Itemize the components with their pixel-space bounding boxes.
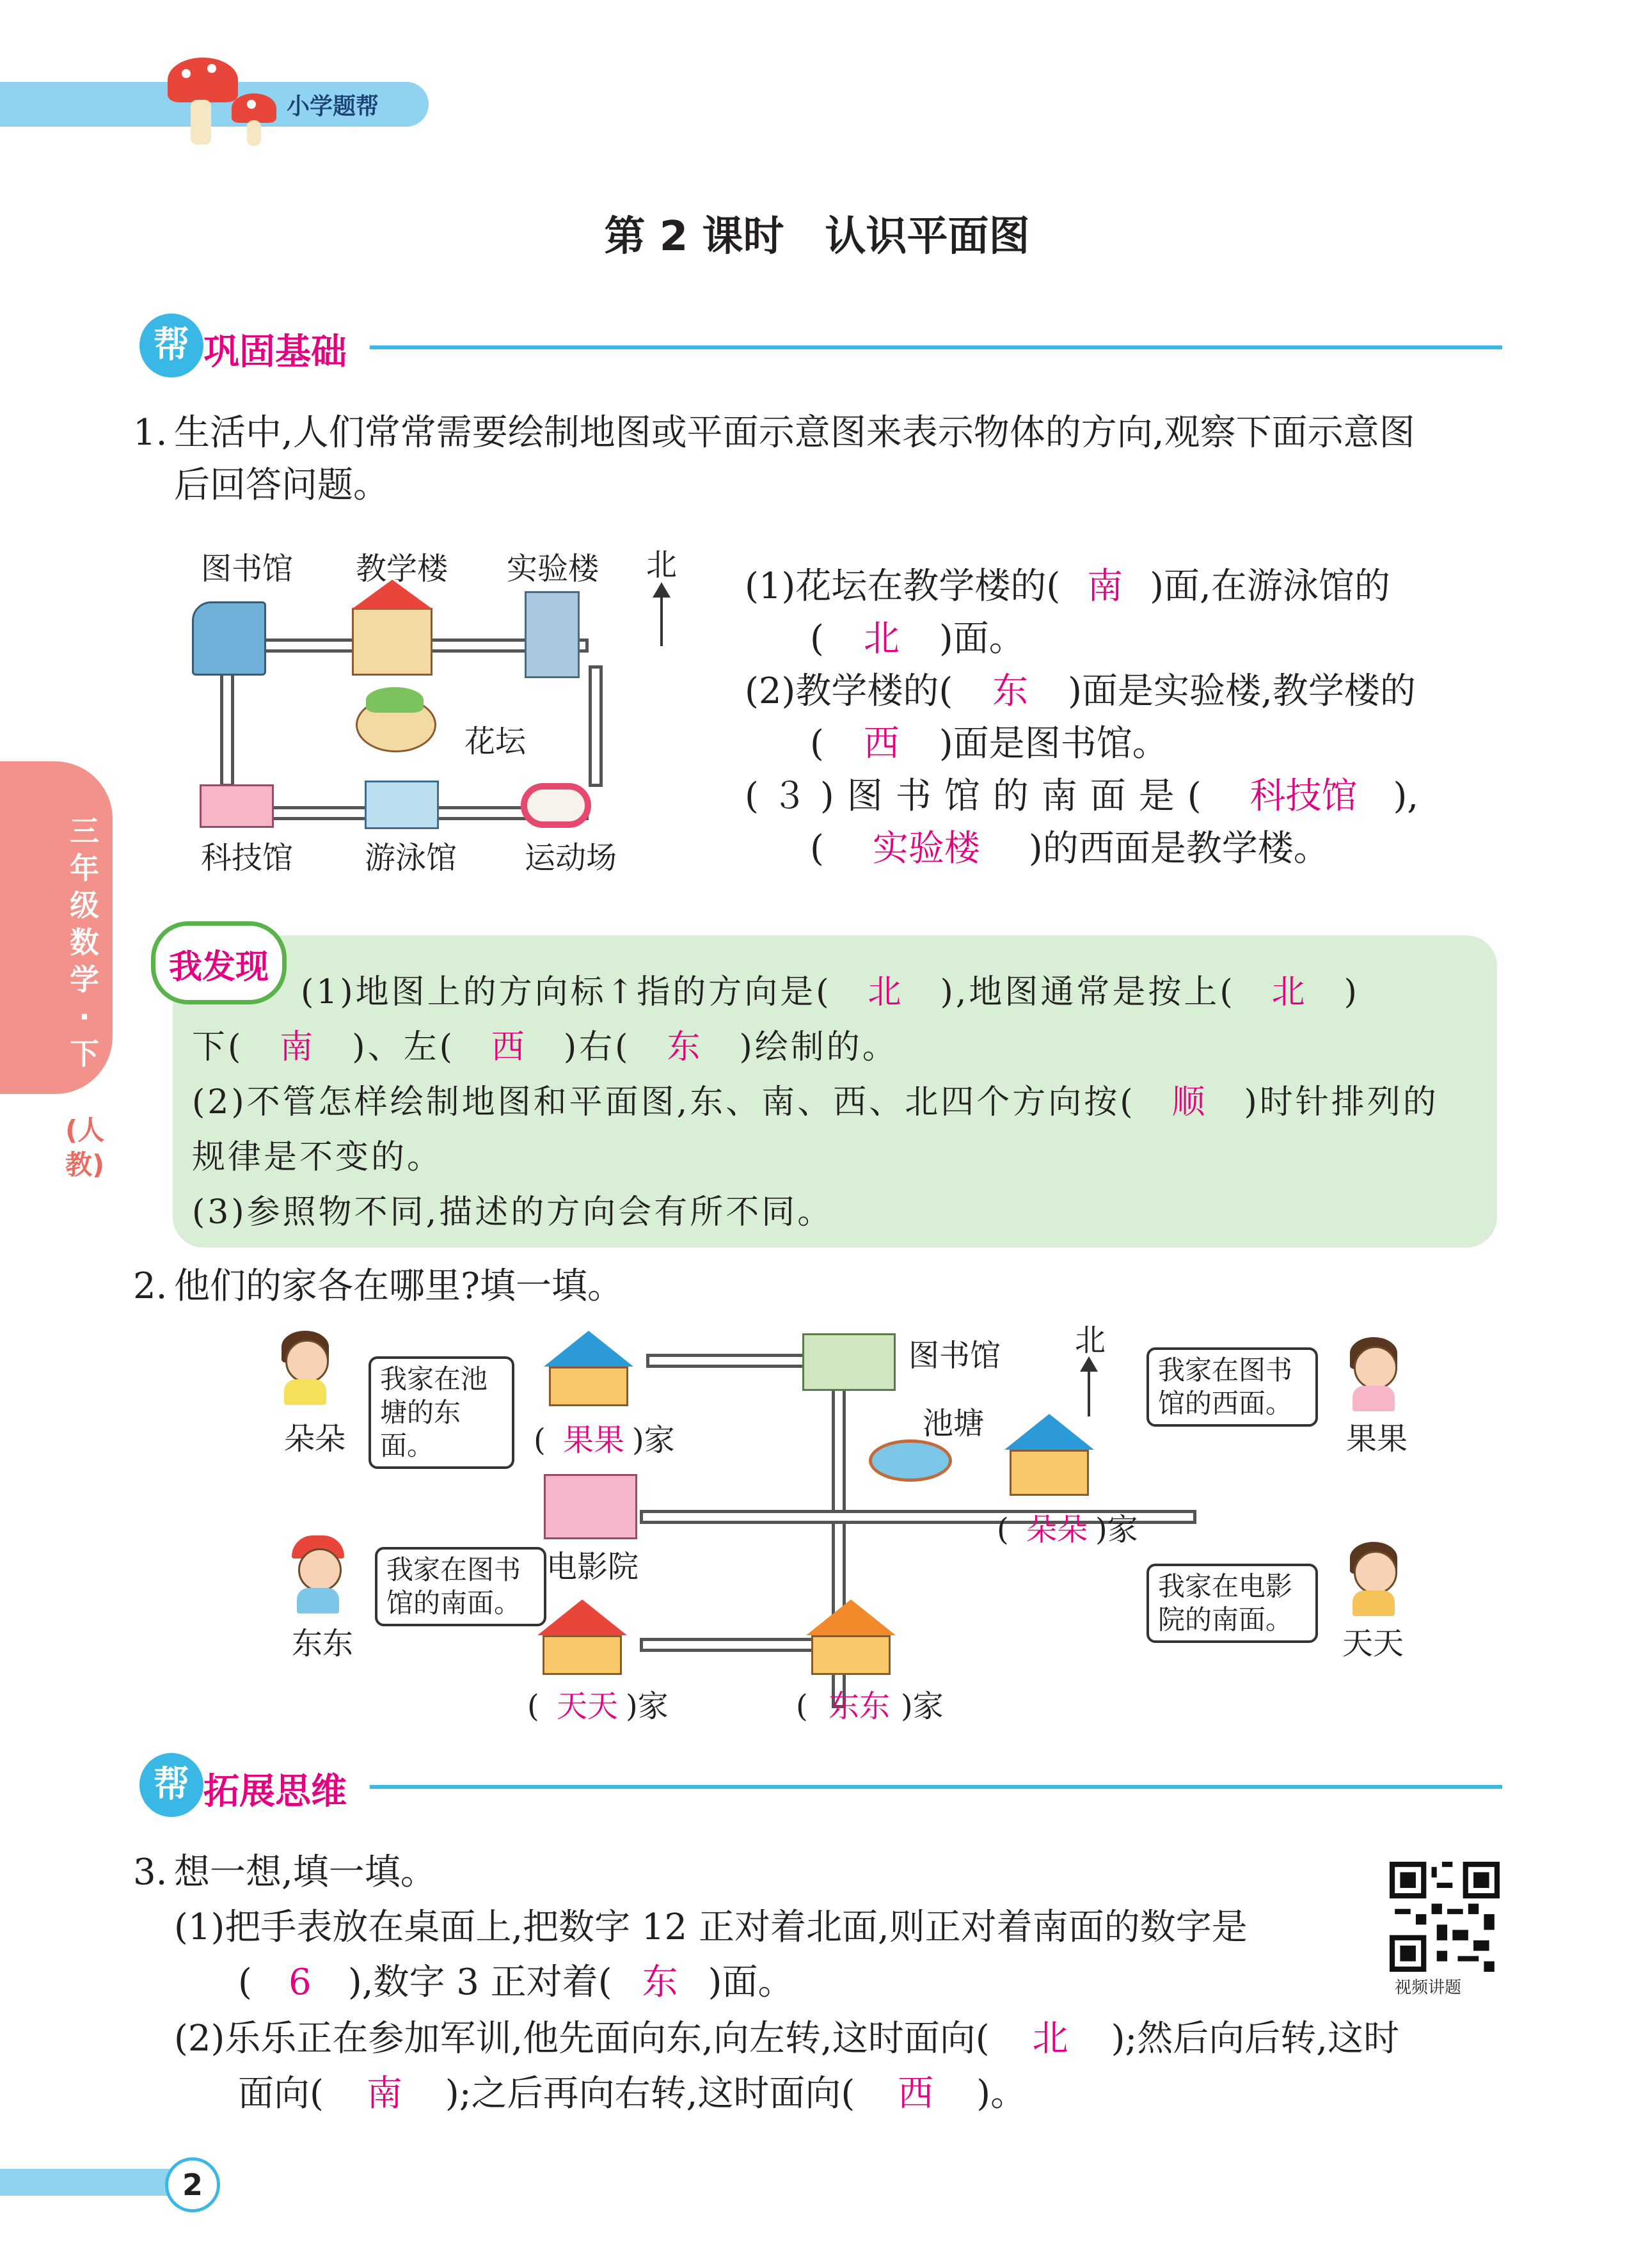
q3-part1-line1: (1)把手表放在桌面上,把数字 12 正对着北面,则正对着南面的数字是 <box>174 1907 1248 1948</box>
house-bottom-middle-answer: ( 东东 )家 <box>796 1688 944 1724</box>
q2-pond-label: 池塘 <box>923 1406 985 1441</box>
section-basic-label: 巩固基础 <box>203 331 347 373</box>
discovery-answer-2: 北 <box>1271 973 1308 1011</box>
discovery-line5: (3)参照物不同,描述的方向会有所不同。 <box>192 1193 834 1232</box>
q1-part2-line2: ( 西 )面是图书馆。 <box>810 718 1168 770</box>
tiantian-speech: 我家在电影院的南面。 <box>1146 1564 1318 1643</box>
road-right <box>589 665 603 787</box>
library-icon <box>802 1333 896 1391</box>
answer-6: 实验楼 <box>872 828 980 869</box>
tech-museum-icon <box>200 784 274 828</box>
pond-icon <box>869 1439 952 1482</box>
tiantian-name: 天天 <box>1342 1626 1404 1661</box>
answer-4: 西 <box>863 723 900 765</box>
neighborhood-map <box>269 1318 1433 1727</box>
q1-part3-line1: (３)图书馆的南面是( 科技馆 ), <box>745 770 1418 823</box>
house-bottom-left-icon <box>531 1599 633 1676</box>
discovery-badge: 我发现 <box>151 921 287 1004</box>
q2-number: 2. <box>133 1265 168 1307</box>
q3-number: 3. <box>133 1852 168 1893</box>
q1-part1-line2: ( 北 )面。 <box>810 613 1025 665</box>
q3-part2-line2: 面向( 南 );之后再向右转,这时面向( 西 )。 <box>238 2068 1026 2120</box>
house-top-left-icon <box>537 1331 640 1408</box>
library-building-icon <box>192 601 266 676</box>
cinema-icon <box>544 1474 637 1539</box>
discovery-answer-4: 西 <box>491 1028 527 1067</box>
house-top-left-answer: ( 果果 )家 <box>534 1422 675 1458</box>
footer-bar <box>0 2169 186 2196</box>
lab-building-icon <box>525 591 580 678</box>
qr-caption: 视频讲题 <box>1395 1978 1462 1997</box>
q1-part3-line2: ( 实验楼 )的西面是教学楼。 <box>810 823 1329 875</box>
q3-answer-5: 西 <box>898 2073 934 2114</box>
dongdong-avatar <box>288 1535 352 1619</box>
map-pool-label: 游泳馆 <box>365 840 457 876</box>
map-teaching-label: 教学楼 <box>356 551 448 587</box>
q3-part1-line2: ( 6 ),数字 3 正对着( 东 )面。 <box>238 1956 793 2009</box>
q3-answer-1: 6 <box>289 1962 312 2003</box>
guoguo-speech: 我家在图书馆的西面。 <box>1146 1347 1318 1427</box>
house-right-icon <box>992 1414 1107 1497</box>
road-left <box>220 665 234 787</box>
discovery-answer-6: 顺 <box>1171 1083 1208 1122</box>
map-tech-label: 科技馆 <box>201 840 294 876</box>
q1-number: 1. <box>133 412 168 454</box>
q3-part2-line1: (2)乐乐正在参加军训,他先面向东,向左转,这时面向( 北 );然后向后转,这时 <box>174 2013 1399 2065</box>
discovery-line3: (2)不管怎样绘制地图和平面图,东、南、西、北四个方向按( 顺 )时针排列的 <box>192 1076 1439 1129</box>
campus-map <box>179 544 704 876</box>
map-north-label: 北 <box>646 547 678 583</box>
q2-library-label: 图书馆 <box>908 1338 1001 1374</box>
answer-2: 北 <box>863 618 900 660</box>
discovery-answer-1: 北 <box>868 973 904 1011</box>
section-extend-badge: 帮 <box>139 1753 203 1817</box>
duoduo-avatar <box>275 1331 339 1408</box>
guoguo-name: 果果 <box>1346 1421 1408 1457</box>
q2-north-label: 北 <box>1075 1322 1106 1358</box>
sports-field-icon <box>521 783 591 828</box>
answer-1: 南 <box>1087 566 1123 607</box>
section-divider-2 <box>370 1785 1502 1789</box>
q2-north-arrow-icon <box>1088 1365 1090 1416</box>
discovery-line4: 规律是不变的。 <box>192 1138 443 1177</box>
map-lab-label: 实验楼 <box>507 551 599 587</box>
mushroom-logo-icon <box>168 58 283 147</box>
q1-stem-line1: 生活中,人们常常需要绘制地图或平面示意图来表示物体的方向,观察下面示意图 <box>174 412 1415 454</box>
q1-part1-line1: (1)花坛在教学楼的( 南 )面,在游泳馆的 <box>745 560 1390 613</box>
q2-stem: 他们的家各在哪里?填一填。 <box>174 1265 624 1307</box>
map-library-label: 图书馆 <box>201 551 294 587</box>
page-title: 第 2 课时 认识平面图 <box>604 213 1030 260</box>
house-bottom-middle-icon <box>793 1599 908 1676</box>
qr-code-icon[interactable] <box>1390 1862 1500 1972</box>
brand-name: 小学题帮 <box>287 93 379 120</box>
discovery-line2: 下( 南 )、左( 西 )右( 东 )绘制的。 <box>192 1021 898 1074</box>
section-divider <box>370 345 1502 349</box>
map-field-label: 运动场 <box>525 840 617 876</box>
grade-label: 三年级数学·下 <box>70 814 99 1071</box>
q1-part2-line1: (2)教学楼的( 东 )面是实验楼,教学楼的 <box>745 665 1416 718</box>
dongdong-name: 东东 <box>292 1626 354 1661</box>
house-right-answer: ( 朵朵 )家 <box>997 1512 1138 1548</box>
section-basic-badge: 帮 <box>139 313 203 377</box>
discovery-line1: (1)地图上的方向标↑指的方向是( 北 ),地图通常是按上( 北 ) <box>301 966 1360 1019</box>
section-extend-label: 拓展思维 <box>203 1771 347 1812</box>
tiantian-avatar <box>1344 1542 1408 1619</box>
teaching-building-icon <box>352 608 432 676</box>
answer-5: 科技馆 <box>1249 775 1358 817</box>
q3-stem: 想一想,填一填。 <box>174 1852 436 1893</box>
map-garden-label: 花坛 <box>464 724 527 759</box>
q3-answer-2: 东 <box>642 1962 678 2003</box>
q1-stem-line2: 后回答问题。 <box>174 464 389 506</box>
pool-building-icon <box>365 781 439 829</box>
page-number: 2 <box>165 2157 220 2212</box>
discovery-answer-5: 东 <box>667 1028 703 1067</box>
q2-cinema-label: 电影院 <box>546 1549 639 1585</box>
duoduo-name: 朵朵 <box>284 1421 346 1457</box>
q3-answer-4: 南 <box>366 2073 402 2114</box>
guoguo-avatar <box>1344 1337 1408 1414</box>
edition-label: (人教) <box>65 1114 105 1180</box>
q3-answer-3: 北 <box>1032 2018 1068 2059</box>
answer-3: 东 <box>992 670 1029 712</box>
duoduo-speech: 我家在池塘的东面。 <box>369 1356 514 1469</box>
house-bottom-left-answer: ( 天天 )家 <box>527 1688 669 1724</box>
dongdong-speech: 我家在图书馆的南面。 <box>375 1547 546 1626</box>
discovery-answer-3: 南 <box>280 1028 316 1067</box>
